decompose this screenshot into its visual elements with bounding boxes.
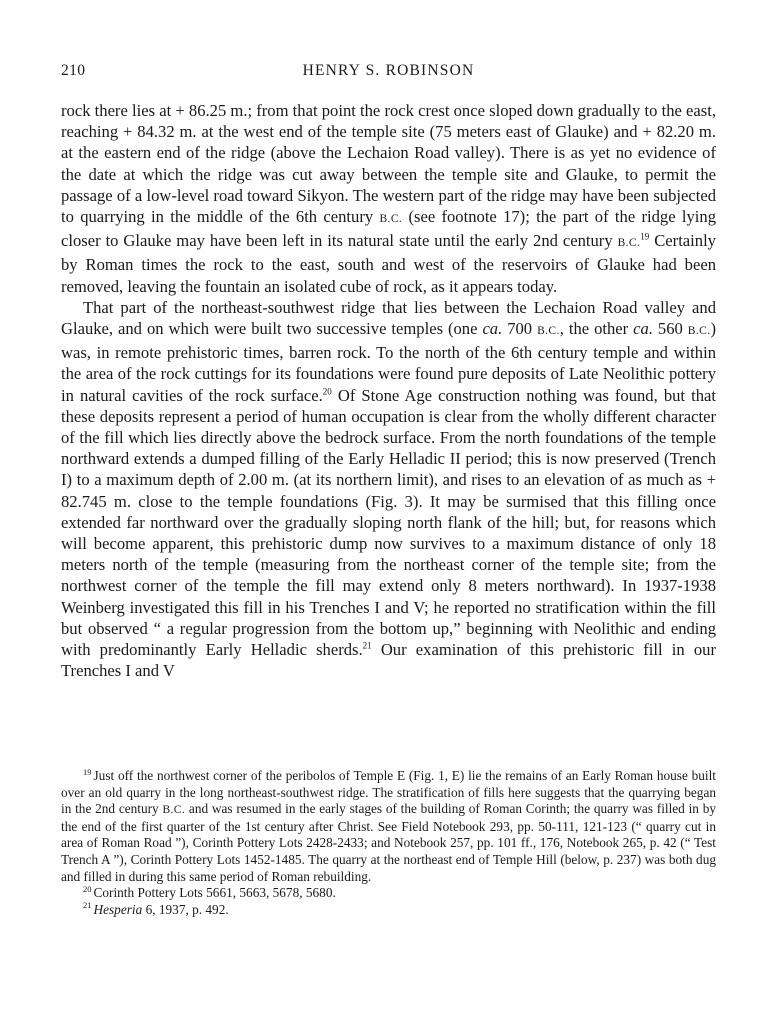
italic-term: ca. bbox=[633, 319, 653, 339]
page-number: 210 bbox=[61, 62, 86, 79]
paragraph-2 bbox=[61, 297, 716, 682]
footnote-ref-20: 20 bbox=[322, 386, 332, 397]
footnote-text: 6, 1937, p. 492. bbox=[142, 901, 229, 917]
text-run: 700 bbox=[502, 319, 538, 339]
era-abbreviation: B.C. bbox=[687, 325, 711, 338]
running-head-author: HENRY S. ROBINSON bbox=[302, 62, 475, 79]
era-abbreviation: B.C. bbox=[162, 804, 186, 817]
footnote-ref-19: 19 bbox=[640, 231, 650, 242]
body-text bbox=[61, 100, 716, 681]
running-head bbox=[61, 62, 716, 84]
footnote-ref-21: 21 bbox=[362, 640, 372, 651]
text-run: rock there lies at + 86.25 m.; from that point the rock crest once sloped down gradually to the east, reaching + 84.32 m. at the west end of the temple site (75 meters east of Glauke) and + 82.20 m. at the eastern end of the ridge (above the Lechaion Road valley). There is as yet no evidence of the date at which the ridge was cut away between the temple site and Glauke, to permit the passage of a low-level road toward Sikyon. The western part of the ridge may have been subjected to quarrying in the middle of the 6th century bbox=[61, 101, 716, 227]
text-run: 560 bbox=[652, 319, 688, 339]
footnote-text: Corinth Pottery Lots 5661, 5663, 5678, 5680. bbox=[93, 885, 336, 901]
paragraph-1 bbox=[61, 100, 716, 297]
footnote-marker: 19 bbox=[83, 766, 92, 777]
text-run: Of Stone Age construction nothing was found, but that these deposits represent a period of human occupation is clear from the wholly different character of the fill which lies directly above the bedrock surface. From the north foundations of the temple northward extends a dumped filling of the Early Helladic II period; this is now preserved (Trench I) to a maximum depth of 2.00 m. (at its northern limit), and rises to an elevation of as much as + 82.745 m. close to the temple foundations (Fig. 3). It may be surmised that this filling once extended far northward over the gradually sloping north flank of the hill; but, for reasons which will become apparent, this prehistoric dump now survives to a maximum distance of only 18 meters north of the temple (measuring from the northeast corner of the temple site; from the northwest corner of the temple the fill may extend only 8 meters northward). In 1937-1938 Weinberg investigated this fill in his Trenches I and V; he reported no stratification within the fill but observed “ a regular progression from the bottom up,” beginning with Neolithic and ending with predominantly Early Helladic sherds. bbox=[61, 385, 716, 660]
text-run: ) was, in remote prehistoric times, barren rock. To the north of the 6th century temple and within the area of the rock cuttings for its foundations were found pure deposits of Late Neolithic pottery in natural cavities of the rock surface. bbox=[61, 319, 717, 405]
footnote-marker: 20 bbox=[83, 883, 92, 894]
footnotes bbox=[61, 768, 716, 918]
footnote-text: and was resumed in the early stages of the building of Roman Corinth; the quarry was filled in by the end of the first quarter of the 1st century after Christ. See Field Notebook 293, pp. 50-111, 121-123 (“ quarry cut in area of Roman Road ”), Corinth Pottery Lots 2428-2433; and Notebook 257, pp. 101 ff., 176, Notebook 265, p. 42 (“ Test Trench A ”), Corinth Pottery Lots 1452-1485. The quarry at the northeast end of Temple Hill (below, p. 237) was both dug and filled in during this same period of Roman rebuilding. bbox=[61, 801, 716, 884]
footnote-20 bbox=[61, 885, 716, 902]
journal-title: Hesperia bbox=[93, 901, 143, 917]
footnote-21 bbox=[61, 902, 716, 919]
text-run: (see footnote 17); the part of the ridge lying closer to Glauke may have been left in its natural state until the early 2nd century bbox=[61, 207, 717, 251]
text-run: Our examination of this prehistoric fill in our Trenches I and V bbox=[61, 640, 716, 681]
era-abbreviation: B.C. bbox=[379, 213, 403, 226]
footnote-19 bbox=[61, 768, 716, 885]
text-run: That part of the northeast-southwest ridge that lies between the Lechaion Road valley and Glauke, and on which were built two successive temples (one bbox=[61, 297, 716, 339]
footnote-text: Just off the northwest corner of the peribolos of Temple E (Fig. 1, E) lie the remains of an Early Roman house built over an old quarry in the long northeast-southwest ridge. The stratification of fills here suggests that the quarrying began in the 2nd century bbox=[61, 768, 716, 817]
footnote-marker: 21 bbox=[83, 900, 92, 911]
text-run: , the other bbox=[559, 319, 634, 339]
era-abbreviation: B.C. bbox=[537, 325, 560, 338]
italic-term: ca. bbox=[482, 319, 503, 339]
text-run: Certainly by Roman times the rock to the east, south and west of the reservoirs of Glauke had been removed, leaving the fountain an isolated cube of rock, as it appears today. bbox=[61, 231, 716, 296]
era-abbreviation: B.C. bbox=[617, 237, 641, 250]
